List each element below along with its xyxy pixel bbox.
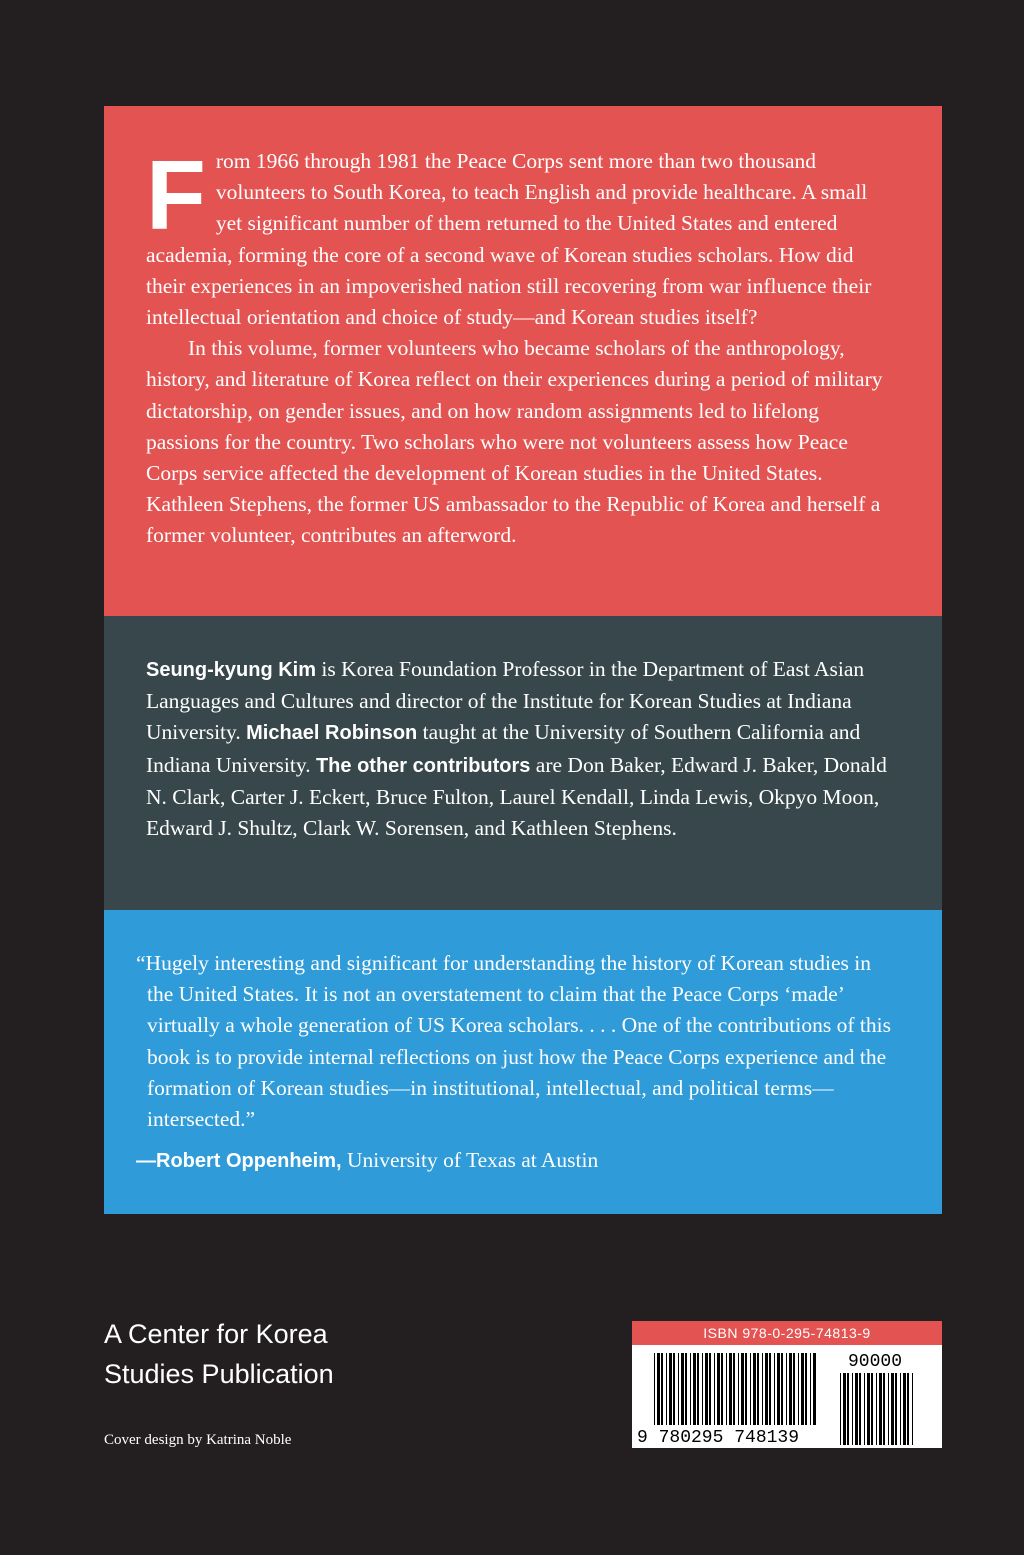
barcode-bar [903, 1373, 906, 1445]
barcode-bar [777, 1353, 780, 1425]
barcode-bar [702, 1353, 703, 1425]
blurb-panel [104, 910, 942, 1214]
barcode-bar [750, 1353, 751, 1425]
description-paragraph-1 [146, 140, 894, 333]
barcode-bar [726, 1353, 727, 1425]
blurb-attribution [136, 1145, 894, 1177]
barcode-bar [741, 1353, 744, 1425]
description-text [146, 140, 894, 552]
barcode-addon-bars [840, 1373, 913, 1445]
barcode-bar [786, 1353, 787, 1425]
barcode-bar [729, 1353, 732, 1425]
barcode-bar [654, 1353, 655, 1425]
contributors-list: are Don Baker, Edward J. Baker, Donald N. Clark, Carter J. Eckert, Bruce Fulton, Laurel Kendall, Linda Lewis, Okpyo Moon, Edward J. Shultz, Clark W. Sorensen, and Kathleen Stephens. [146, 752, 887, 841]
barcode-bar [738, 1353, 739, 1425]
barcode-bar [859, 1373, 861, 1445]
barcode-bar [813, 1353, 816, 1425]
description-panel [104, 106, 942, 616]
barcode-bar [847, 1373, 849, 1445]
description-paragraph-2: In this volume, former volunteers who became scholars of the anthropology, history, and literature of Korea reflect on their experiences during a period of military dictatorship, on gender issues, and on how random assignments led to lifelong passions for the country. Two scholars who were not volunteers assess how Peace Corps service affected the development of Korean studies in the United States. Kathleen Stephens, the former US ambassador to the Republic of Korea and herself a former volunteer, contributes an afterword. [146, 336, 883, 548]
barcode-bar [685, 1353, 687, 1425]
barcode-bar [876, 1373, 877, 1445]
barcode-bar [781, 1353, 783, 1425]
attribution-affiliation: University of Texas at Austin [341, 1148, 599, 1173]
barcode-icon [632, 1345, 942, 1448]
barcode-bar [888, 1373, 889, 1445]
contributors-label: The other contributors [315, 754, 531, 777]
barcode-bar [705, 1353, 708, 1425]
description-paragraph-1-text: rom 1966 through 1981 the Peace Corps sent more than two thousand volunteers to South Korea, to teach English and provide healthcare. A small yet significant number of them returned to the United States and entered academia, forming the core of a second wave of Korean studies scholars. How did their experiences in an impoverished nation still recovering from war influence their intellectual orientation and choice of study—and Korean studies itself? [146, 149, 872, 330]
editor-bio-1: is Korea Foundation Professor in the Department of East Asian Languages and Cultures and director of the Institute for Korean Studies at Indiana University. [146, 657, 865, 745]
barcode-bar [717, 1353, 720, 1425]
barcode-bar [673, 1353, 675, 1425]
barcode-bar [912, 1373, 913, 1445]
barcode-bar [745, 1353, 747, 1425]
barcode-bar [769, 1353, 771, 1425]
barcode-bar [855, 1373, 858, 1445]
barcode-bar [721, 1353, 723, 1425]
barcode-main-digits: 9 780295 748139 [637, 1428, 800, 1448]
barcode-bar [661, 1353, 663, 1425]
barcode-bar [852, 1373, 853, 1445]
barcode-bar [840, 1373, 841, 1445]
barcode-bar [681, 1353, 684, 1425]
barcode-bar [907, 1373, 909, 1445]
editor-name-2: Michael Robinson [246, 722, 418, 745]
barcode-bar [693, 1353, 696, 1425]
barcode-bar [714, 1353, 715, 1425]
barcode-main-bars [654, 1353, 816, 1425]
barcode-bar [810, 1353, 811, 1425]
editor-bio-2: taught at the University of Southern California and Indiana University. [146, 720, 861, 777]
barcode-bar [669, 1353, 672, 1425]
barcode-bar [801, 1353, 804, 1425]
attribution-name: —Robert Oppenheim, [136, 1150, 342, 1173]
cover-design-credit: Cover design by Katrina Noble [104, 1432, 292, 1448]
barcode-bar [843, 1373, 846, 1445]
barcode-bar [690, 1353, 691, 1425]
barcode-bar [697, 1353, 699, 1425]
barcode-bar [793, 1353, 795, 1425]
barcode-bar [798, 1353, 799, 1425]
barcode-bar [666, 1353, 667, 1425]
barcode-bar [733, 1353, 735, 1425]
barcode-bar [871, 1373, 873, 1445]
barcode-bar [895, 1373, 897, 1445]
barcode-bar [765, 1353, 768, 1425]
barcode-bar [864, 1373, 865, 1445]
barcode-bar [657, 1353, 660, 1425]
barcode-bar [879, 1373, 882, 1445]
authors-text [146, 654, 894, 844]
barcode-bar [678, 1353, 679, 1425]
barcode-bar [762, 1353, 763, 1425]
barcode-box [632, 1321, 942, 1448]
barcode-bar [900, 1373, 901, 1445]
barcode-bar [774, 1353, 775, 1425]
barcode-bar [867, 1373, 870, 1445]
editor-name-1: Seung-kyung Kim [146, 659, 317, 681]
publisher-imprint [104, 1314, 424, 1394]
authors-panel [104, 616, 942, 910]
barcode-bar [709, 1353, 711, 1425]
barcode-bar [789, 1353, 792, 1425]
barcode-bar [753, 1353, 756, 1425]
barcode-bar [883, 1373, 885, 1445]
barcode-bar [891, 1373, 894, 1445]
barcode-bar [805, 1353, 807, 1425]
isbn-label: ISBN 978-0-295-74813-9 [632, 1321, 942, 1345]
drop-cap: F [146, 140, 206, 250]
publisher-line-2: Studies Publication [104, 1359, 334, 1389]
blurb-text [136, 948, 894, 1177]
barcode-bar [757, 1353, 759, 1425]
blurb-quote: “Hugely interesting and significant for understanding the history of Korean studies in the United States. It is not an overstatement to claim that the Peace Corps ‘made’ virtually a whole generation of US Korea scholars. . . . One of the contributions of this book is to provide internal reflections on just how the Peace Corps experience and the formation of Korean studies—in institutional, intellectual, and political terms—intersected.” [136, 951, 891, 1132]
publisher-line-1: A Center for Korea [104, 1319, 328, 1349]
barcode-addon-digits: 90000 [848, 1352, 903, 1372]
